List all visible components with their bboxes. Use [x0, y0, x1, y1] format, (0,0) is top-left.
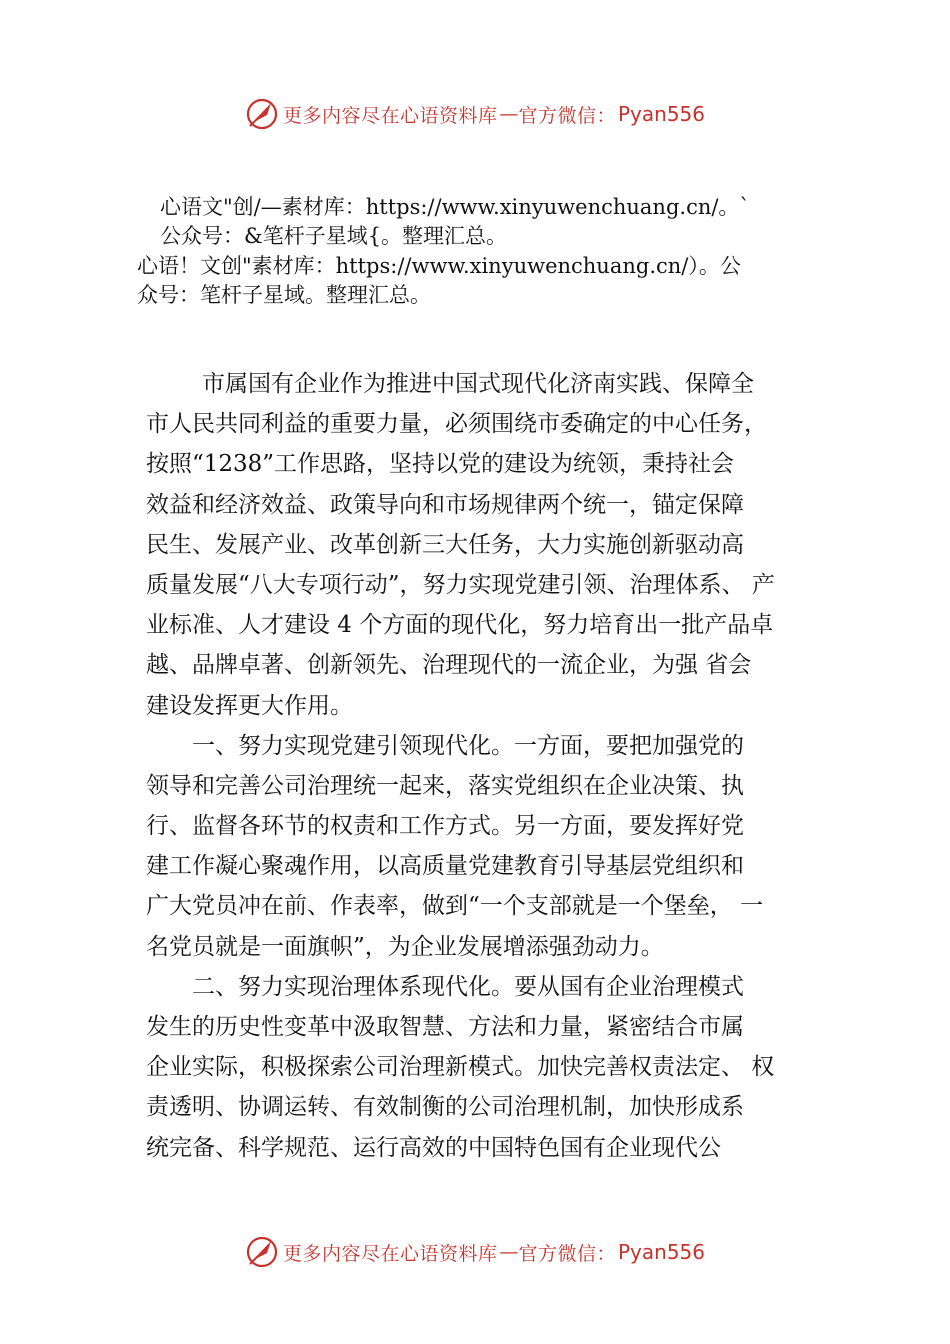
source-notice-line: 心语！文创"素材库：https://www.xinyuwenchuang.cn/）。公 [137, 254, 741, 278]
body-line: 民生、发展产业、改革创新三大任务，大力实施创新驱动高 [146, 531, 744, 558]
quill-logo-icon [245, 1235, 279, 1269]
header-banner [0, 94, 950, 134]
body-line: 市属国有企业作为推进中国式现代化济南实践、保障全 [202, 371, 754, 397]
body-line: 领导和完善公司治理统一起来，落实党组织在企业决策、执 [146, 772, 744, 799]
body-line: 广大党员冲在前、作表率，做到“一个支部就是一个堡垒， 一 [146, 893, 764, 920]
banner-title: 更多内容尽在心语资料库 [282, 1242, 498, 1265]
body-line: 企业实际，积极探索公司治理新模式。加快完善权责法定、 权 [146, 1054, 775, 1081]
banner-wechat-label: 官方微信： [518, 104, 616, 127]
body-line: 市人民共同利益的重要力量，必须围绕市委确定的中心任务， [146, 411, 767, 438]
body-line: 一、努力实现党建引领现代化。一方面，要把加强党的 [192, 732, 744, 759]
banner-wechat-id: Pyan556 [618, 1240, 706, 1264]
source-notice-line: 心语文"创/—素材库：https://www.xinyuwenchuang.cn/。` [160, 195, 750, 219]
banner-separator: — [499, 1241, 519, 1263]
body-line: 建工作凝心聚魂作用，以高质量党建教育引导基层党组织和 [146, 853, 744, 880]
quill-logo-icon [245, 97, 279, 131]
body-line: 效益和经济效益、政策导向和市场规律两个统一，锚定保障 [146, 491, 744, 518]
banner-wechat-label: 官方微信： [518, 1242, 616, 1265]
body-line: 发生的历史性变革中汲取智慧、方法和力量，紧密结合市属 [146, 1014, 744, 1040]
banner-wechat-id: Pyan556 [618, 102, 706, 126]
body-line: 业标准、人才建设 4 个方面的现代化，努力培育出一批产品卓 [146, 612, 774, 639]
body-line: 按照“1238”工作思路，坚持以党的建设为统领，秉持社会 [146, 451, 735, 478]
document-body [146, 364, 826, 1168]
body-line: 二、努力实现治理体系现代化。要从国有企业治理模式 [192, 973, 744, 1000]
body-line: 越、品牌卓著、创新领先、治理现代的一流企业，为强 省会 [146, 652, 752, 679]
footer-banner [0, 1232, 950, 1272]
body-line: 行、监督各环节的权责和工作方式。另一方面，要发挥好党 [146, 813, 744, 840]
source-notice-line: 公众号：&笔杆子星域{。整理汇总。 [160, 224, 508, 248]
source-notice-line: 众号：笔杆子星域。整理汇总。 [137, 283, 431, 307]
body-line: 责透明、协调运转、有效制衡的公司治理机制，加快形成系 [146, 1094, 744, 1121]
body-line: 建设发挥更大作用。 [146, 692, 353, 719]
body-line: 质量发展“八大专项行动”，努力实现党建引领、治理体系、 产 [146, 571, 775, 598]
body-line: 统完备、科学规范、运行高效的中国特色国有企业现代公 [146, 1134, 721, 1161]
banner-title: 更多内容尽在心语资料库 [282, 104, 498, 127]
banner-separator: — [499, 103, 519, 125]
body-line: 名党员就是一面旗帜”，为企业发展增添强劲动力。 [146, 933, 664, 960]
